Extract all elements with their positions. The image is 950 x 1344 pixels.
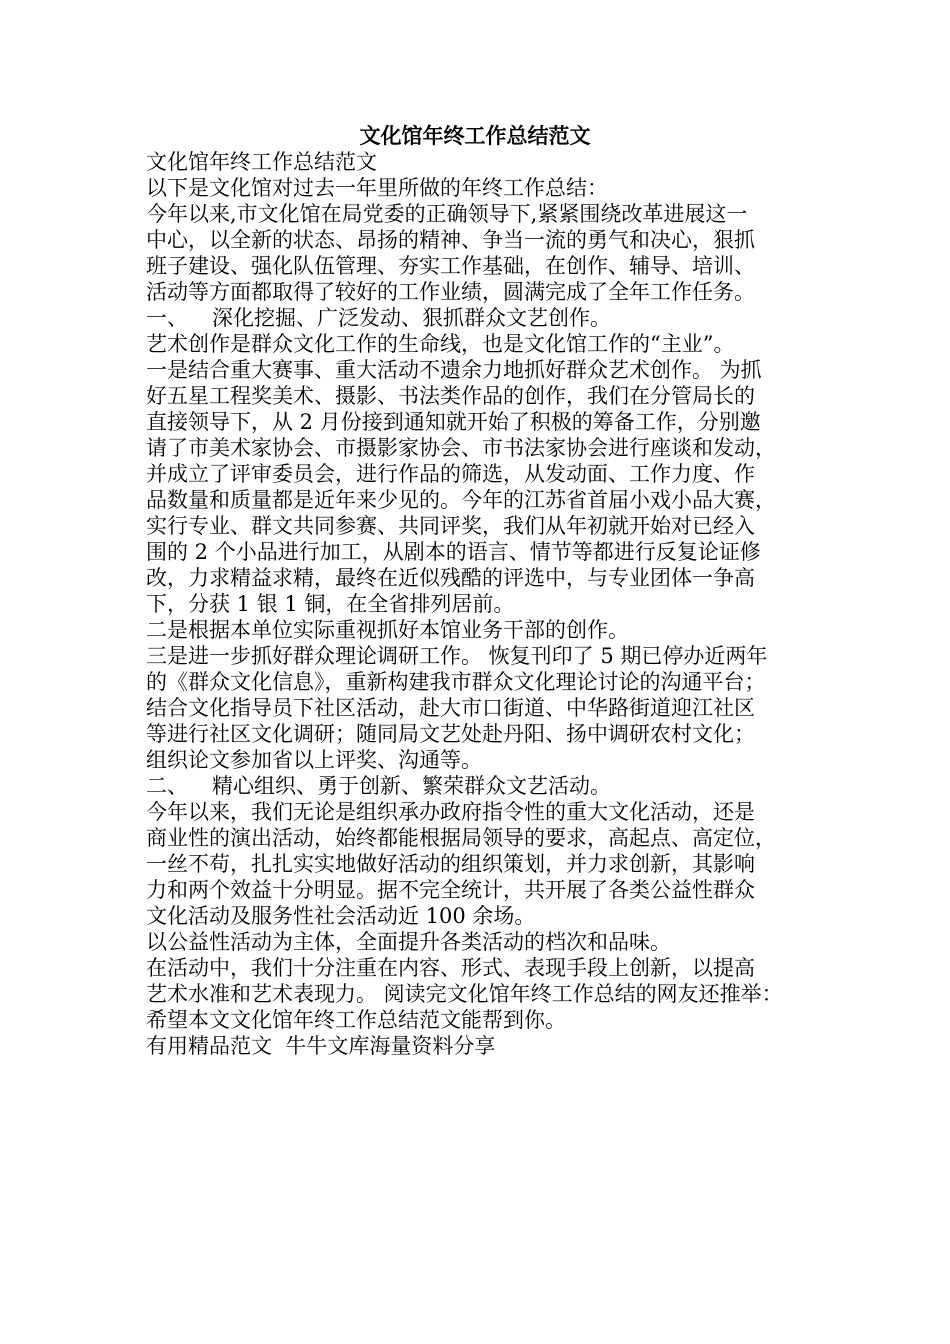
paragraph-line: 的《群众文化信息》，重新构建我市群众文化理论讨论的沟通平台； [146, 670, 766, 694]
paragraph-line: 艺术创作是群众文化工作的生命线，也是文化馆工作的“主业”。 [146, 332, 735, 356]
paragraph-line: 中心，以全新的状态、昂扬的精神、争当一流的勇气和决心，狠抓 [146, 228, 755, 252]
paragraph-line: 今年以来，我们无论是组织承办政府指令性的重大文化活动，还是 [146, 800, 755, 824]
paragraph-line: 直接领导下，从 2 月份接到通知就开始了积极的筹备工作，分别邀 [146, 410, 761, 434]
document-footer: 有用精品范文 牛牛文库海量资料分享 [146, 1034, 496, 1058]
document-body [146, 149, 836, 1059]
section-heading-2 [146, 773, 836, 799]
paragraph-line: 二是根据本单位实际重视抓好本馆业务干部的创作。 [146, 618, 629, 642]
paragraph-line: 一是结合重大赛事、重大活动不遗余力地抓好群众艺术创作。 为抓 [146, 358, 762, 382]
paragraph-line: 请了市美术家协会、市摄影家协会、市书法家协会进行座谈和发动， [146, 436, 776, 460]
section-number: 二、 [146, 774, 188, 798]
paragraph-line: 三是进一步抓好群众理论调研工作。 恢复刊印了 5 期已停办近两年 [146, 644, 768, 668]
paragraph-line: 围的 2 个小品进行加工，从剧本的语言、情节等都进行反复论证修 [146, 540, 761, 564]
paragraph-line: 活动等方面都取得了较好的工作业绩，圆满完成了全年工作任务。 [146, 280, 755, 304]
paragraph-line: 今年以来,市文化馆在局党委的正确领导下,紧紧围绕改革进展这一 [146, 202, 748, 226]
paragraph-line: 下，分获 1 银 1 铜，在全省排列居前。 [146, 592, 515, 616]
paragraph-line: 实行专业、群文共同参赛、共同评奖，我们从年初就开始对已经入 [146, 514, 755, 538]
paragraph-line: 并成立了评审委员会，进行作品的筛选，从发动面、工作力度、作 [146, 462, 755, 486]
paragraph-line: 商业性的演出活动，始终都能根据局领导的要求，高起点、高定位， [146, 826, 776, 850]
paragraph-line: 改，力求精益求精，最终在近似残酷的评选中，与专业团体一争高 [146, 566, 755, 590]
paragraph-line: 在活动中，我们十分注重在内容、形式、表现手段上创新，以提高 [146, 956, 755, 980]
paragraph-line: 好五星工程奖美术、摄影、书法类作品的创作，我们在分管局长的 [146, 384, 755, 408]
document-title: 文化馆年终工作总结范文 [359, 124, 591, 148]
paragraph-line: 一丝不苟，扎扎实实地做好活动的组织策划，并力求创新，其影响 [146, 852, 755, 876]
paragraph-line: 以下是文化馆对过去一年里所做的年终工作总结： [146, 176, 608, 200]
paragraph-line: 品数量和质量都是近年来少见的。今年的江苏省首届小戏小品大赛， [146, 488, 776, 512]
paragraph-line: 艺术水准和艺术表现力。 阅读完文化馆年终工作总结的网友还推举： [146, 982, 783, 1006]
section-heading-text: 精心组织、勇于创新、繁荣群众文艺活动。 [212, 774, 611, 798]
paragraph-line: 希望本文文化馆年终工作总结范文能帮到你。 [146, 1008, 566, 1032]
paragraph-line: 组织论文参加省以上评奖、沟通等。 [146, 748, 482, 772]
section-heading-text: 深化挖掘、广泛发动、狠抓群众文艺创作。 [212, 306, 611, 330]
paragraph-line: 班子建设、强化队伍管理、夯实工作基础，在创作、辅导、培训、 [146, 254, 755, 278]
section-number: 一、 [146, 306, 188, 330]
paragraph-line: 文化活动及服务性社会活动近 100 余场。 [146, 904, 536, 928]
paragraph-line: 结合文化指导员下社区活动，赴大市口街道、中华路街道迎江社区 [146, 696, 755, 720]
document-subtitle: 文化馆年终工作总结范文 [146, 150, 377, 174]
paragraph-line: 等进行社区文化调研；随同局文艺处赴丹阳、扬中调研农村文化； [146, 722, 755, 746]
paragraph-line: 力和两个效益十分明显。据不完全统计，共开展了各类公益性群众 [146, 878, 755, 902]
section-heading-1 [146, 305, 836, 331]
paragraph-line: 以公益性活动为主体，全面提升各类活动的档次和品味。 [146, 930, 671, 954]
